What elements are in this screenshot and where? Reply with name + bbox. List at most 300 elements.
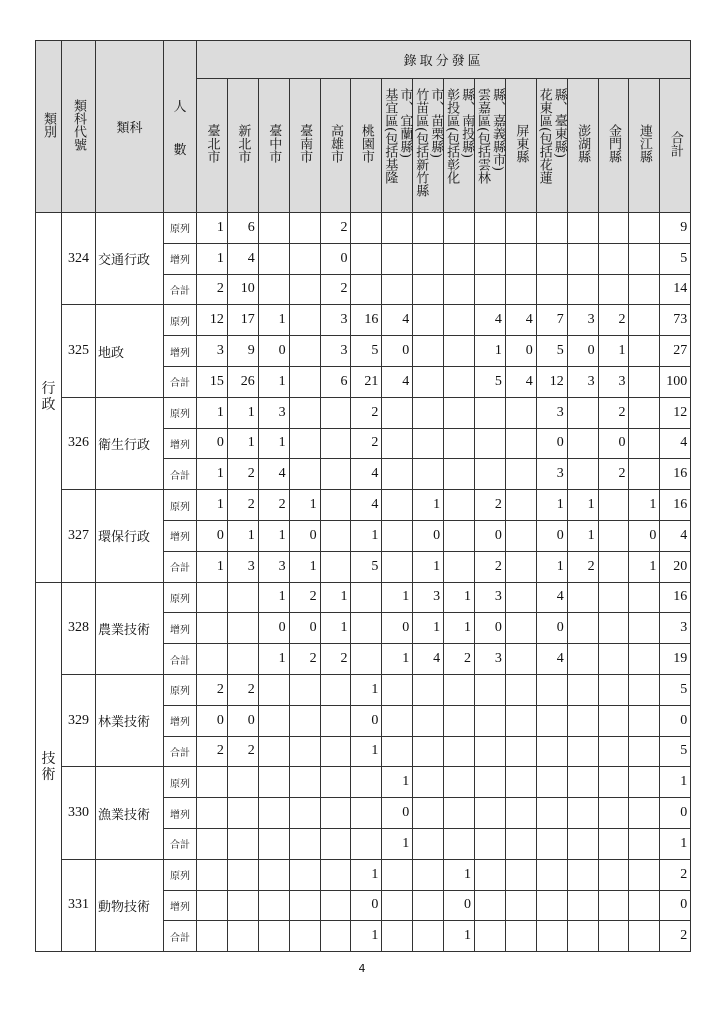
subject-code: 329 <box>62 674 96 766</box>
total-cell: 20 <box>660 551 691 582</box>
value-cell <box>505 767 536 798</box>
total-cell: 5 <box>660 736 691 767</box>
value-cell <box>289 798 320 829</box>
value-cell: 6 <box>227 213 258 244</box>
header-region: 臺中市 <box>258 79 289 213</box>
total-cell: 100 <box>660 366 691 397</box>
total-cell: 12 <box>660 397 691 428</box>
value-cell: 1 <box>197 243 228 274</box>
value-cell <box>567 859 598 890</box>
value-cell: 3 <box>536 397 567 428</box>
value-cell <box>289 274 320 305</box>
value-cell <box>598 243 629 274</box>
value-cell <box>505 921 536 952</box>
value-cell <box>413 736 444 767</box>
row-label: 原列 <box>164 582 197 613</box>
header-region: 雲嘉區(包括雲林縣、嘉義縣市) <box>475 79 506 213</box>
value-cell <box>629 243 660 274</box>
value-cell: 4 <box>536 644 567 675</box>
value-cell <box>475 736 506 767</box>
allocation-table <box>35 40 691 952</box>
value-cell: 0 <box>413 520 444 551</box>
total-cell: 2 <box>660 859 691 890</box>
value-cell <box>413 921 444 952</box>
value-cell <box>629 798 660 829</box>
value-cell: 1 <box>382 828 413 859</box>
value-cell: 17 <box>227 305 258 336</box>
value-cell <box>598 921 629 952</box>
value-cell: 3 <box>258 551 289 582</box>
value-cell <box>505 644 536 675</box>
value-cell <box>227 890 258 921</box>
value-cell <box>444 213 475 244</box>
value-cell <box>475 859 506 890</box>
value-cell <box>475 459 506 490</box>
value-cell <box>413 859 444 890</box>
value-cell: 0 <box>505 336 536 367</box>
value-cell: 0 <box>382 613 413 644</box>
value-cell <box>413 305 444 336</box>
header-region: 花東區(包括花蓮縣、臺東縣) <box>536 79 567 213</box>
value-cell <box>258 674 289 705</box>
value-cell: 2 <box>475 490 506 521</box>
value-cell: 0 <box>258 613 289 644</box>
value-cell <box>536 921 567 952</box>
value-cell: 1 <box>197 397 228 428</box>
value-cell <box>629 397 660 428</box>
total-cell: 4 <box>660 520 691 551</box>
value-cell <box>382 859 413 890</box>
value-cell: 16 <box>351 305 382 336</box>
row-label: 原列 <box>164 490 197 521</box>
header-region-group: 錄取分發區 <box>197 41 691 79</box>
value-cell <box>475 428 506 459</box>
subject-code: 324 <box>62 213 96 305</box>
subject-name: 漁業技術 <box>96 767 164 859</box>
value-cell <box>598 490 629 521</box>
row-label: 原列 <box>164 397 197 428</box>
row-label: 合計 <box>164 644 197 675</box>
value-cell: 1 <box>413 613 444 644</box>
value-cell: 2 <box>227 459 258 490</box>
value-cell <box>258 859 289 890</box>
row-label: 原列 <box>164 305 197 336</box>
value-cell <box>413 397 444 428</box>
value-cell <box>444 520 475 551</box>
subject-name: 農業技術 <box>96 582 164 674</box>
value-cell: 26 <box>227 366 258 397</box>
total-cell: 0 <box>660 705 691 736</box>
value-cell: 2 <box>351 428 382 459</box>
value-cell <box>382 397 413 428</box>
value-cell: 0 <box>444 890 475 921</box>
value-cell: 1 <box>197 551 228 582</box>
value-cell <box>444 305 475 336</box>
value-cell <box>289 705 320 736</box>
total-cell: 16 <box>660 490 691 521</box>
value-cell: 1 <box>475 336 506 367</box>
value-cell: 0 <box>227 705 258 736</box>
value-cell: 0 <box>598 428 629 459</box>
value-cell <box>444 428 475 459</box>
value-cell <box>505 613 536 644</box>
value-cell <box>413 459 444 490</box>
table-row <box>36 397 691 428</box>
value-cell <box>413 336 444 367</box>
value-cell <box>536 736 567 767</box>
value-cell <box>258 243 289 274</box>
value-cell: 6 <box>320 366 351 397</box>
value-cell <box>505 582 536 613</box>
value-cell: 2 <box>598 459 629 490</box>
value-cell <box>444 798 475 829</box>
header-region: 竹苗區(包括新竹縣市、苗栗縣) <box>413 79 444 213</box>
subject-code: 328 <box>62 582 96 674</box>
row-label: 增列 <box>164 336 197 367</box>
value-cell <box>598 705 629 736</box>
value-cell <box>598 644 629 675</box>
value-cell <box>567 644 598 675</box>
value-cell: 1 <box>197 490 228 521</box>
table-row <box>36 674 691 705</box>
page-number: 4 <box>358 962 366 975</box>
value-cell <box>629 274 660 305</box>
value-cell <box>567 428 598 459</box>
value-cell <box>413 674 444 705</box>
value-cell <box>197 613 228 644</box>
row-label: 增列 <box>164 613 197 644</box>
value-cell <box>258 213 289 244</box>
value-cell <box>413 274 444 305</box>
value-cell: 3 <box>258 397 289 428</box>
header-region: 屏東縣 <box>505 79 536 213</box>
value-cell <box>629 366 660 397</box>
total-cell: 1 <box>660 767 691 798</box>
value-cell <box>320 397 351 428</box>
header-code: 類科代號 <box>62 41 96 213</box>
row-label: 合計 <box>164 366 197 397</box>
value-cell <box>320 736 351 767</box>
value-cell <box>289 213 320 244</box>
total-cell: 16 <box>660 582 691 613</box>
value-cell <box>382 274 413 305</box>
value-cell <box>567 828 598 859</box>
value-cell <box>289 921 320 952</box>
value-cell: 1 <box>444 921 475 952</box>
value-cell: 1 <box>536 490 567 521</box>
value-cell: 5 <box>351 336 382 367</box>
value-cell: 0 <box>351 890 382 921</box>
value-cell: 0 <box>351 705 382 736</box>
value-cell <box>567 890 598 921</box>
row-label: 合計 <box>164 828 197 859</box>
value-cell <box>289 859 320 890</box>
value-cell: 3 <box>475 644 506 675</box>
value-cell <box>382 243 413 274</box>
header-region: 金門縣 <box>598 79 629 213</box>
value-cell: 2 <box>227 674 258 705</box>
value-cell: 4 <box>505 366 536 397</box>
value-cell <box>197 798 228 829</box>
value-cell: 0 <box>382 798 413 829</box>
value-cell <box>629 305 660 336</box>
total-cell: 16 <box>660 459 691 490</box>
value-cell <box>505 551 536 582</box>
value-cell <box>444 243 475 274</box>
value-cell <box>567 798 598 829</box>
value-cell <box>505 798 536 829</box>
value-cell: 1 <box>289 551 320 582</box>
value-cell <box>444 459 475 490</box>
value-cell: 3 <box>227 551 258 582</box>
header-region: 桃園市 <box>351 79 382 213</box>
header-region: 新北市 <box>227 79 258 213</box>
value-cell <box>227 828 258 859</box>
value-cell <box>567 397 598 428</box>
value-cell <box>289 767 320 798</box>
value-cell <box>629 582 660 613</box>
value-cell <box>629 828 660 859</box>
value-cell <box>197 644 228 675</box>
total-cell: 3 <box>660 613 691 644</box>
row-label: 合計 <box>164 274 197 305</box>
value-cell <box>197 859 228 890</box>
value-cell <box>536 274 567 305</box>
value-cell: 0 <box>536 428 567 459</box>
value-cell <box>598 828 629 859</box>
row-label: 合計 <box>164 459 197 490</box>
total-cell: 4 <box>660 428 691 459</box>
value-cell: 3 <box>567 305 598 336</box>
subject-name: 衛生行政 <box>96 397 164 489</box>
value-cell: 4 <box>227 243 258 274</box>
value-cell: 1 <box>567 520 598 551</box>
value-cell <box>567 921 598 952</box>
value-cell <box>598 274 629 305</box>
value-cell: 1 <box>258 428 289 459</box>
value-cell: 5 <box>475 366 506 397</box>
value-cell <box>567 767 598 798</box>
value-cell: 1 <box>444 613 475 644</box>
value-cell: 1 <box>382 582 413 613</box>
value-cell <box>382 674 413 705</box>
value-cell <box>444 705 475 736</box>
value-cell: 15 <box>197 366 228 397</box>
value-cell: 1 <box>258 366 289 397</box>
value-cell: 4 <box>475 305 506 336</box>
row-label: 原列 <box>164 859 197 890</box>
value-cell: 1 <box>227 397 258 428</box>
value-cell <box>598 613 629 644</box>
value-cell: 1 <box>197 459 228 490</box>
value-cell: 1 <box>629 551 660 582</box>
value-cell: 1 <box>629 490 660 521</box>
total-cell: 19 <box>660 644 691 675</box>
value-cell: 1 <box>197 213 228 244</box>
value-cell <box>505 243 536 274</box>
value-cell <box>505 397 536 428</box>
value-cell <box>598 582 629 613</box>
value-cell <box>320 459 351 490</box>
value-cell <box>289 243 320 274</box>
value-cell <box>227 644 258 675</box>
header-region: 基宜區(包括基隆市、宜蘭縣) <box>382 79 413 213</box>
value-cell: 12 <box>197 305 228 336</box>
table-row <box>36 490 691 521</box>
total-cell: 5 <box>660 243 691 274</box>
value-cell <box>320 798 351 829</box>
value-cell: 0 <box>475 520 506 551</box>
table-row <box>36 213 691 244</box>
value-cell <box>413 366 444 397</box>
value-cell <box>536 767 567 798</box>
value-cell: 1 <box>351 736 382 767</box>
value-cell <box>320 705 351 736</box>
value-cell: 2 <box>289 644 320 675</box>
value-cell <box>351 213 382 244</box>
value-cell: 21 <box>351 366 382 397</box>
value-cell <box>382 705 413 736</box>
value-cell <box>258 890 289 921</box>
value-cell <box>629 428 660 459</box>
value-cell <box>444 767 475 798</box>
value-cell <box>629 613 660 644</box>
subject-name: 地政 <box>96 305 164 397</box>
value-cell <box>197 921 228 952</box>
value-cell: 0 <box>629 520 660 551</box>
value-cell: 3 <box>536 459 567 490</box>
value-cell <box>444 274 475 305</box>
value-cell: 3 <box>567 366 598 397</box>
value-cell <box>629 767 660 798</box>
subject-code: 325 <box>62 305 96 397</box>
value-cell: 1 <box>382 767 413 798</box>
value-cell <box>475 213 506 244</box>
value-cell <box>475 798 506 829</box>
value-cell <box>567 213 598 244</box>
total-cell: 9 <box>660 213 691 244</box>
value-cell <box>258 274 289 305</box>
value-cell: 3 <box>197 336 228 367</box>
value-cell: 3 <box>413 582 444 613</box>
value-cell <box>629 644 660 675</box>
value-cell: 1 <box>227 428 258 459</box>
row-label: 合計 <box>164 736 197 767</box>
value-cell: 4 <box>536 582 567 613</box>
value-cell <box>413 428 444 459</box>
value-cell <box>444 397 475 428</box>
value-cell: 5 <box>536 336 567 367</box>
value-cell: 4 <box>258 459 289 490</box>
subject-code: 327 <box>62 490 96 582</box>
value-cell: 0 <box>289 520 320 551</box>
value-cell <box>475 828 506 859</box>
value-cell <box>413 705 444 736</box>
value-cell <box>289 366 320 397</box>
value-cell <box>320 551 351 582</box>
total-cell: 1 <box>660 828 691 859</box>
value-cell: 1 <box>227 520 258 551</box>
value-cell <box>629 705 660 736</box>
row-label: 增列 <box>164 520 197 551</box>
value-cell: 4 <box>351 459 382 490</box>
value-cell: 2 <box>567 551 598 582</box>
value-cell <box>289 397 320 428</box>
subject-name: 林業技術 <box>96 674 164 766</box>
value-cell: 1 <box>351 520 382 551</box>
value-cell <box>598 736 629 767</box>
value-cell: 1 <box>351 674 382 705</box>
value-cell: 0 <box>382 336 413 367</box>
value-cell <box>320 428 351 459</box>
value-cell <box>413 767 444 798</box>
value-cell <box>382 213 413 244</box>
value-cell: 4 <box>413 644 444 675</box>
value-cell <box>227 921 258 952</box>
value-cell: 2 <box>197 736 228 767</box>
value-cell: 0 <box>258 336 289 367</box>
value-cell <box>629 859 660 890</box>
total-cell: 0 <box>660 798 691 829</box>
value-cell: 1 <box>320 582 351 613</box>
value-cell: 3 <box>320 305 351 336</box>
value-cell <box>475 674 506 705</box>
value-cell <box>567 582 598 613</box>
value-cell: 4 <box>505 305 536 336</box>
value-cell <box>629 921 660 952</box>
value-cell: 1 <box>382 644 413 675</box>
value-cell <box>227 613 258 644</box>
value-cell <box>505 828 536 859</box>
value-cell: 1 <box>598 336 629 367</box>
total-cell: 27 <box>660 336 691 367</box>
row-label: 增列 <box>164 890 197 921</box>
value-cell <box>227 767 258 798</box>
value-cell <box>475 397 506 428</box>
row-label: 增列 <box>164 243 197 274</box>
value-cell <box>382 520 413 551</box>
total-cell: 73 <box>660 305 691 336</box>
value-cell: 1 <box>258 520 289 551</box>
value-cell <box>351 582 382 613</box>
value-cell <box>444 336 475 367</box>
value-cell <box>505 705 536 736</box>
value-cell <box>629 213 660 244</box>
value-cell <box>598 551 629 582</box>
value-cell <box>197 767 228 798</box>
value-cell: 1 <box>444 582 475 613</box>
value-cell <box>444 551 475 582</box>
value-cell <box>598 213 629 244</box>
value-cell <box>629 890 660 921</box>
value-cell <box>505 674 536 705</box>
value-cell: 2 <box>227 736 258 767</box>
value-cell <box>197 828 228 859</box>
row-label: 增列 <box>164 798 197 829</box>
row-label: 原列 <box>164 213 197 244</box>
value-cell <box>258 705 289 736</box>
value-cell: 1 <box>567 490 598 521</box>
value-cell <box>351 644 382 675</box>
value-cell <box>320 767 351 798</box>
value-cell <box>475 921 506 952</box>
value-cell <box>320 828 351 859</box>
value-cell <box>227 582 258 613</box>
header-region: 臺北市 <box>197 79 228 213</box>
value-cell: 7 <box>536 305 567 336</box>
value-cell <box>629 736 660 767</box>
value-cell: 2 <box>475 551 506 582</box>
